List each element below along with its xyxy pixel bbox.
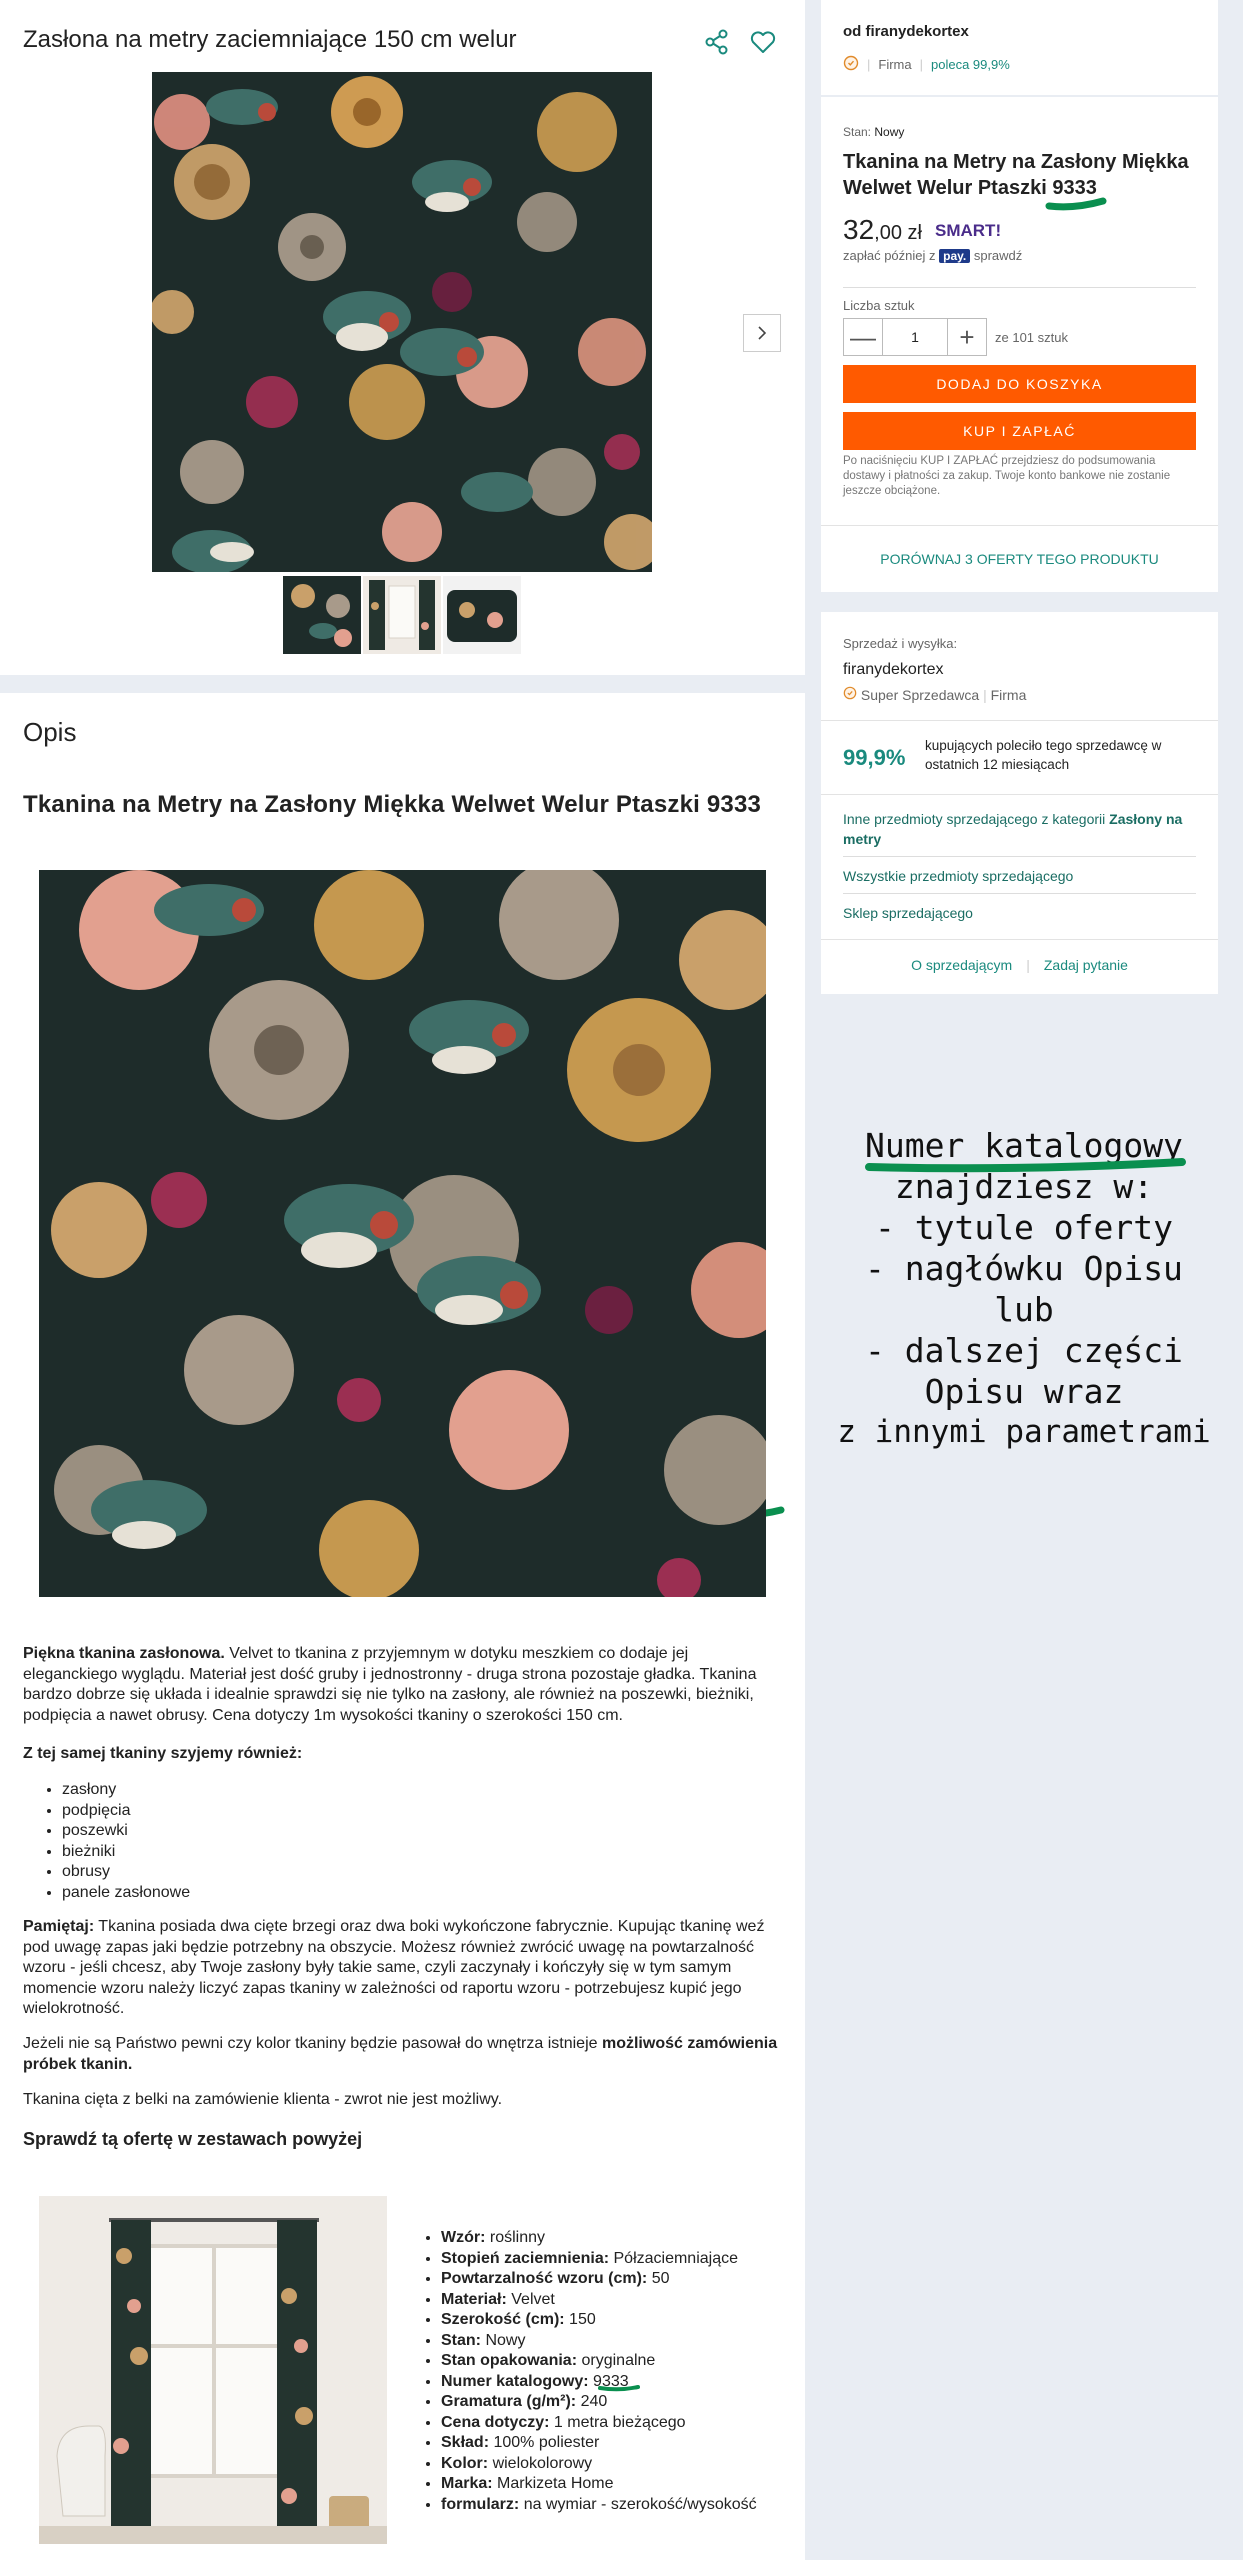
highlight-underline — [864, 1155, 1188, 1175]
thumbnail-strip — [283, 576, 521, 654]
description-title: Tkanina na Metry na Zasłony Miękka Welwet Welur Ptaszki 9333 — [23, 791, 762, 818]
param-item: • Skład: 100% poliester — [441, 2433, 757, 2454]
buy-note: Po naciśnięciu KUP I ZAPŁAĆ przejdziesz do podsumowania dostawy i płatności za zakup. Twoje konto bankowe nie zostanie jeszcze obciążone. — [843, 455, 1171, 497]
product-title: Zasłona na metry zaciemniające 150 cm welur — [23, 26, 517, 53]
param-item: • formularz: na wymiar - szerokość/wysokość — [441, 2495, 757, 2516]
divider — [821, 720, 1218, 721]
seller-badges: Super Sprzedawca | Firma — [843, 686, 1026, 703]
param-item: • Numer katalogowy: 9333 — [441, 2372, 757, 2393]
remember-paragraph: Pamiętaj: Tkanina posiada dwa cięte brzegi oraz dwa boki wykończone fabrycznie. Kupując tkaninę weź pod uwagę zapas jaki będzie potrzebny na obszycie. Możesz również zwrócić uwagę na powtarzalność wzoru - jeśli chcesz, aby Twoje zasłony były takie same, czyli zaczynały i kończyły się w tym samym momencie wzoru należy liczyć zapas tkaniny w zależności od raportu wzoru - potrzebujesz kupić jego wielokrotność. — [23, 1918, 765, 2017]
pay-badge: pay. — [939, 249, 970, 263]
param-item: • Gramatura (g/m²): 240 — [441, 2392, 757, 2413]
param-item: • Marka: Markizeta Home — [441, 2474, 757, 2495]
ask-question-link[interactable]: Zadaj pytanie — [1043, 957, 1128, 973]
divider — [821, 525, 1218, 526]
all-items-link[interactable]: Wszystkie przedmioty sprzedającego — [843, 868, 1074, 884]
param-item: • Wzór: roślinny — [441, 2228, 757, 2249]
samples-paragraph: Jeżeli nie są Państwo pewni czy kolor tkaniny będzie pasował do wnętrza istnieje możliwość zamówienia próbek tkanin. — [23, 2035, 778, 2073]
chevron-right-icon — [755, 326, 769, 340]
cut-note: Tkanina cięta z belki na zamówienie klienta - zwrot nie jest możliwy. — [23, 2091, 503, 2108]
param-item: • Stopień zaciemnienia: Półzaciemniające — [441, 2249, 757, 2270]
description-paragraph-1: Piękna tkanina zasłonowa. Velvet to tkanina z przyjemnym w dotyku meszkiem co dodaje jej eleganckiego wyglądu. Materiał jest dość gruby i jednostronny - druga strona pozostaje gładka. Tkanina bardzo dobrze się układa i idealnie sprawdzi się nie tylko na zasłony, ale również na poszewki, bieżniki, podpięcia a nawet obrusy. Cena dotyczy 1m wysokości tkaniny o szerokości 150 cm. — [23, 1645, 757, 1724]
pay-later-link[interactable]: sprawdź — [973, 248, 1023, 263]
param-item: • Cena dotyczy: 1 metra bieżącego — [441, 2413, 757, 2434]
thumbnail-2[interactable] — [363, 576, 441, 654]
super-seller-icon — [843, 55, 859, 74]
decrease-button[interactable] — [843, 318, 883, 356]
list-item: • poszewki — [62, 1821, 190, 1842]
description-card — [0, 693, 805, 2560]
list-item: • zasłony — [62, 1780, 190, 1801]
divider — [843, 893, 1196, 894]
quantity-input[interactable]: 1 — [883, 318, 947, 356]
heart-icon[interactable] — [749, 28, 777, 56]
compare-offers-link[interactable]: PORÓWNAJ 3 OFERTY TEGO PRODUKTU — [880, 551, 1159, 567]
param-item: • Stan opakowania: oryginalne — [441, 2351, 757, 2372]
description-heading: Opis — [23, 717, 77, 747]
main-product-image[interactable] — [152, 72, 652, 572]
params-list — [425, 2228, 757, 2515]
super-seller-icon — [843, 687, 857, 703]
highlight-underline — [1045, 197, 1107, 211]
top-icons — [703, 28, 777, 56]
pay-later: zapłać później z pay. sprawdź — [843, 248, 1023, 263]
shop-link[interactable]: Sklep sprzedającego — [843, 905, 973, 921]
divider — [843, 856, 1196, 857]
sew-heading: Z tej samej tkaniny szyjemy również: — [23, 1745, 303, 1762]
condition: Stan: Nowy — [843, 125, 905, 139]
category-items-link[interactable]: Inne przedmioty sprzedającego z kategorii Zasłony na metry — [843, 811, 1183, 847]
divider — [821, 794, 1218, 795]
param-item: • Kolor: wielokolorowy — [441, 2454, 757, 2475]
recommend-percent: 99,9% — [843, 745, 906, 770]
description-image — [39, 870, 766, 1597]
list-item: • podpięcia — [62, 1801, 190, 1822]
list-item: • panele zasłonowe — [62, 1883, 190, 1904]
quantity-available: ze 101 sztuk — [995, 329, 1068, 345]
seller-card-label: Sprzedaż i wysyłka: — [843, 636, 958, 651]
quantity-label: Liczba sztuk — [843, 298, 915, 313]
next-image-button[interactable] — [743, 314, 781, 352]
thumbnail-3[interactable] — [443, 576, 521, 654]
param-item: • Szerokość (cm): 150 — [441, 2310, 757, 2331]
sew-list — [62, 1780, 190, 1903]
description-catalog-number: 9333 — [706, 791, 762, 818]
share-icon[interactable] — [703, 28, 731, 56]
divider — [821, 939, 1218, 940]
minus-icon: — — [850, 321, 876, 352]
plus-icon: + — [959, 321, 975, 352]
divider — [843, 287, 1196, 288]
param-item: • Powtarzalność wzoru (cm): 50 — [441, 2269, 757, 2290]
curtain-room-image — [39, 2196, 387, 2544]
offer-title: Tkanina na Metry na Zasłony Miękka Welwet Welur Ptaszki 9333 — [843, 151, 1189, 199]
quantity-stepper — [843, 318, 1068, 356]
gallery-card — [0, 0, 805, 675]
price: 32,00 zł — [843, 214, 922, 245]
param-item: • Stan: Nowy — [441, 2331, 757, 2352]
param-item: • Materiał: Velvet — [441, 2290, 757, 2311]
offer-catalog-number: 9333 — [1052, 177, 1097, 199]
increase-button[interactable] — [947, 318, 987, 356]
seller-summary-card — [821, 0, 1218, 95]
smart-badge[interactable]: SMART! — [935, 221, 1002, 240]
seller-card — [821, 612, 1218, 994]
sets-heading: Sprawdź tą ofertę w zestawach powyżej — [23, 2129, 363, 2149]
seller-meta: | Firma | poleca 99,9% — [843, 55, 1010, 74]
highlight-underline — [597, 2383, 641, 2393]
seller-actions: O sprzedającym | Zadaj pytanie — [911, 957, 1128, 973]
seller-from[interactable]: od firanydekortex — [843, 23, 969, 40]
recommend-text: kupujących poleciło tego sprzedawcę w ostatnich 12 miesiącach — [925, 738, 1162, 772]
buy-now-button[interactable]: KUP I ZAPŁAĆ — [843, 412, 1196, 450]
add-to-cart-button[interactable]: DODAJ DO KOSZYKA — [843, 365, 1196, 403]
seller-name[interactable]: firanydekortex — [843, 661, 944, 678]
list-item: • bieżniki — [62, 1842, 190, 1863]
thumbnail-1[interactable] — [283, 576, 361, 654]
about-seller-link[interactable]: O sprzedającym — [911, 957, 1013, 973]
buy-box — [821, 97, 1218, 592]
param-catalog-number: 9333 — [593, 2372, 629, 2390]
list-item: • obrusy — [62, 1862, 190, 1883]
catalog-number-annotation: Numer katalogowy znajdziesz w: - tytule oferty - nagłówku Opisu lub - dalszej części Opisu wraz z innymi parametrami — [837, 1126, 1211, 1450]
